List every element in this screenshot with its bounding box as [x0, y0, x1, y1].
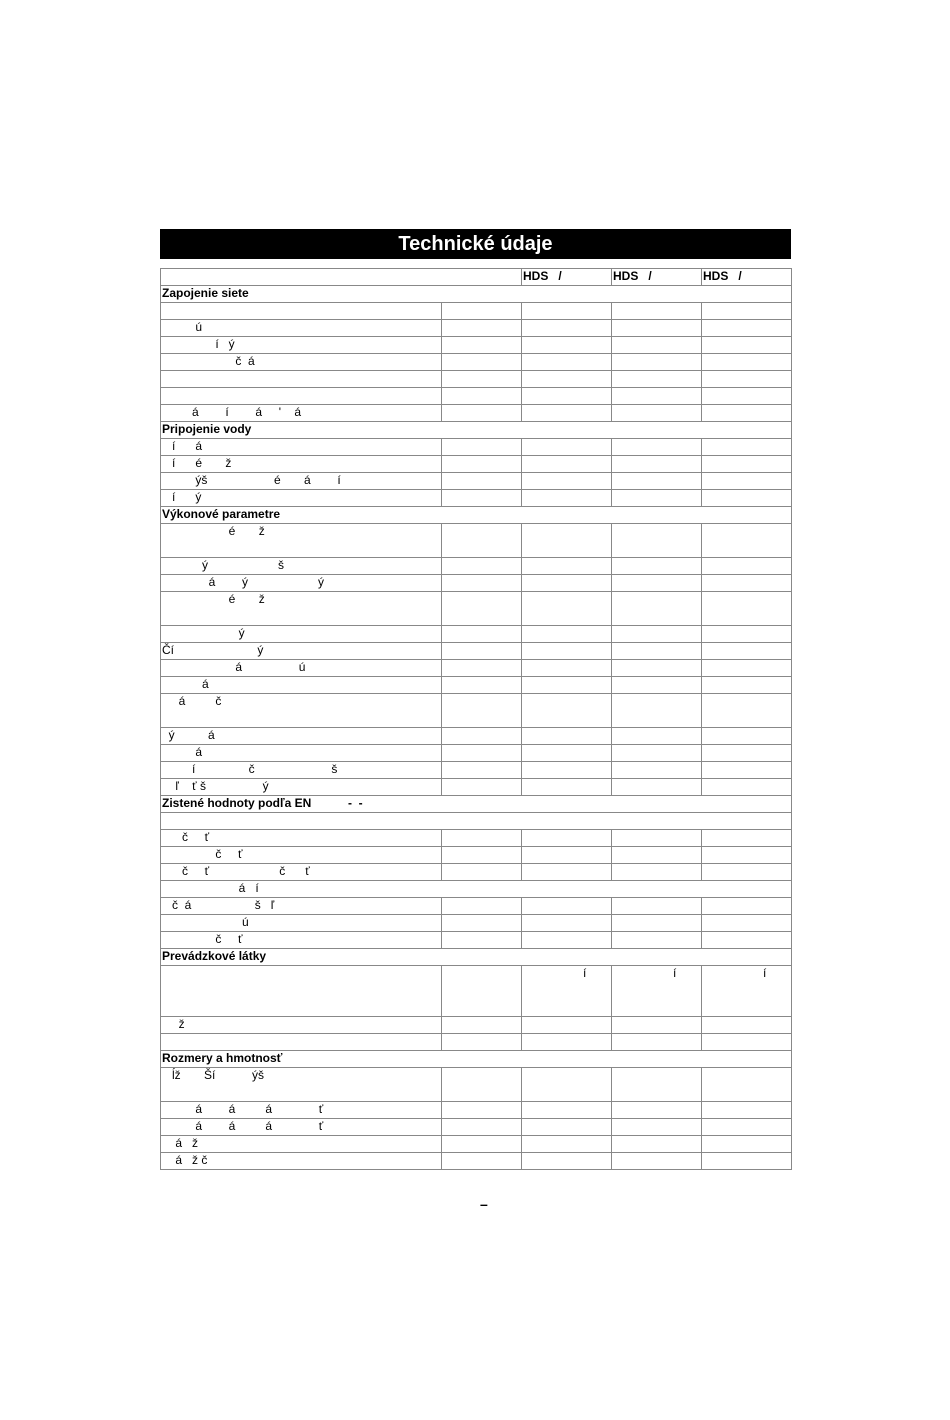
row-label: í ý [161, 490, 442, 507]
table-row [161, 694, 792, 728]
value-cell [612, 575, 702, 592]
value-cell [522, 388, 612, 405]
value-cell [612, 303, 702, 320]
table-row [161, 558, 792, 575]
table-row [161, 456, 792, 473]
table-row [161, 1153, 792, 1170]
value-cell [612, 1017, 702, 1034]
value-cell [702, 677, 792, 694]
model-header-3: HDS / [702, 269, 792, 286]
value-cell [612, 915, 702, 932]
table-row [161, 966, 792, 1017]
unit-cell [442, 830, 522, 847]
unit-cell [442, 490, 522, 507]
model-header-2: HDS / [612, 269, 702, 286]
value-cell [702, 762, 792, 779]
value-cell [522, 643, 612, 660]
row-label: á í á ' á [161, 405, 442, 422]
table-row [161, 745, 792, 762]
value-cell [702, 490, 792, 507]
value-cell [522, 915, 612, 932]
row-label: ú [161, 915, 442, 932]
value-cell [522, 439, 612, 456]
unit-cell [442, 337, 522, 354]
row-label [161, 371, 442, 388]
row-label: ý š [161, 558, 442, 575]
unit-cell [442, 405, 522, 422]
value-cell [702, 473, 792, 490]
value-cell [612, 524, 702, 558]
unit-cell [442, 915, 522, 932]
section-row [161, 422, 792, 439]
value-cell: í [522, 966, 612, 1017]
value-cell [522, 1017, 612, 1034]
value-cell [612, 728, 702, 745]
value-cell [702, 592, 792, 626]
unit-cell [442, 320, 522, 337]
row-label: č á š ľ [161, 898, 442, 915]
value-cell [612, 864, 702, 881]
value-cell [612, 660, 702, 677]
value-cell [612, 405, 702, 422]
table-row [161, 439, 792, 456]
table-row [161, 1068, 792, 1102]
value-cell [612, 337, 702, 354]
row-label: í č š [161, 762, 442, 779]
row-label: á ú [161, 660, 442, 677]
section-heading: Výkonové parametre [161, 507, 792, 524]
row-label: á ž [161, 1136, 442, 1153]
value-cell [702, 303, 792, 320]
table-row [161, 337, 792, 354]
table-row [161, 643, 792, 660]
table-row [161, 660, 792, 677]
value-cell: í [612, 966, 702, 1017]
unit-cell [442, 1034, 522, 1051]
value-cell [522, 371, 612, 388]
table-row [161, 779, 792, 796]
section-row [161, 1051, 792, 1068]
row-label: é ž [161, 524, 442, 558]
value-cell [702, 847, 792, 864]
value-cell [522, 728, 612, 745]
value-cell [522, 354, 612, 371]
table-row [161, 1034, 792, 1051]
value-cell [612, 762, 702, 779]
table-row [161, 881, 792, 898]
value-cell [612, 1034, 702, 1051]
table-row [161, 575, 792, 592]
row-label: í ý [161, 337, 442, 354]
row-label: ú [161, 320, 442, 337]
value-cell [612, 626, 702, 643]
value-cell [702, 1153, 792, 1170]
value-cell: í [702, 966, 792, 1017]
value-cell [702, 524, 792, 558]
value-cell [612, 1136, 702, 1153]
value-cell [612, 439, 702, 456]
value-cell [702, 932, 792, 949]
value-cell [522, 660, 612, 677]
row-label: č ť [161, 847, 442, 864]
table-row [161, 388, 792, 405]
unit-cell [442, 779, 522, 796]
row-label: í á [161, 439, 442, 456]
value-cell [522, 779, 612, 796]
value-cell [612, 779, 702, 796]
value-cell [612, 320, 702, 337]
row-label: ž [161, 1017, 442, 1034]
row-label [161, 303, 442, 320]
unit-cell [442, 456, 522, 473]
table-row [161, 847, 792, 864]
spanning-cell [161, 813, 792, 830]
value-cell [702, 456, 792, 473]
table-row [161, 354, 792, 371]
value-cell [522, 745, 612, 762]
row-label: č ť č ť [161, 864, 442, 881]
table-row [161, 813, 792, 830]
header-label-cell [161, 269, 522, 286]
table-row [161, 932, 792, 949]
value-cell [612, 1119, 702, 1136]
value-cell [612, 592, 702, 626]
spanning-cell: á í [161, 881, 792, 898]
value-cell [522, 694, 612, 728]
row-label: ý [161, 626, 442, 643]
value-cell [522, 898, 612, 915]
value-cell [702, 1119, 792, 1136]
unit-cell [442, 643, 522, 660]
row-label: ľ ť š ý [161, 779, 442, 796]
value-cell [702, 405, 792, 422]
unit-cell [442, 966, 522, 1017]
table-row [161, 728, 792, 745]
table-row [161, 303, 792, 320]
value-cell [522, 677, 612, 694]
table-row [161, 1017, 792, 1034]
value-cell [702, 728, 792, 745]
unit-cell [442, 847, 522, 864]
unit-cell [442, 626, 522, 643]
unit-cell [442, 932, 522, 949]
value-cell [522, 473, 612, 490]
row-label: á [161, 745, 442, 762]
row-label: Čí ý [161, 643, 442, 660]
unit-cell [442, 1102, 522, 1119]
unit-cell [442, 592, 522, 626]
value-cell [522, 524, 612, 558]
row-label [161, 966, 442, 1017]
value-cell [612, 354, 702, 371]
table-row [161, 864, 792, 881]
value-cell [612, 643, 702, 660]
section-row [161, 286, 792, 303]
table-row [161, 524, 792, 558]
value-cell [522, 303, 612, 320]
value-cell [522, 490, 612, 507]
value-cell [702, 864, 792, 881]
value-cell [702, 337, 792, 354]
value-cell [522, 405, 612, 422]
value-cell [702, 575, 792, 592]
unit-cell [442, 677, 522, 694]
value-cell [702, 626, 792, 643]
unit-cell [442, 1136, 522, 1153]
unit-cell [442, 473, 522, 490]
value-cell [522, 864, 612, 881]
model-header-1: HDS / [522, 269, 612, 286]
value-cell [612, 388, 702, 405]
value-cell [612, 473, 702, 490]
row-label [161, 1034, 442, 1051]
value-cell [702, 1136, 792, 1153]
value-cell [522, 558, 612, 575]
value-cell [522, 320, 612, 337]
value-cell [522, 592, 612, 626]
value-cell [612, 371, 702, 388]
row-label: č ť [161, 830, 442, 847]
table-row [161, 677, 792, 694]
table-header-row [161, 269, 792, 286]
table-row [161, 898, 792, 915]
value-cell [702, 643, 792, 660]
value-cell [612, 847, 702, 864]
unit-cell [442, 371, 522, 388]
value-cell [612, 694, 702, 728]
value-cell [702, 354, 792, 371]
row-label: ĺž Ší ýš [161, 1068, 442, 1102]
table-row [161, 490, 792, 507]
row-label [161, 388, 442, 405]
row-label: á ý ý [161, 575, 442, 592]
value-cell [522, 456, 612, 473]
row-label: á [161, 677, 442, 694]
table-row [161, 405, 792, 422]
specs-table [160, 268, 792, 1170]
value-cell [612, 558, 702, 575]
value-cell [522, 1153, 612, 1170]
table-row [161, 1102, 792, 1119]
row-label: č ť [161, 932, 442, 949]
value-cell [702, 1068, 792, 1102]
section-heading: Prevádzkové látky [161, 949, 792, 966]
value-cell [522, 830, 612, 847]
value-cell [702, 660, 792, 677]
value-cell [522, 762, 612, 779]
unit-cell [442, 694, 522, 728]
value-cell [522, 1102, 612, 1119]
value-cell [612, 932, 702, 949]
row-label: á á á ť [161, 1102, 442, 1119]
unit-cell [442, 1017, 522, 1034]
value-cell [522, 575, 612, 592]
value-cell [612, 898, 702, 915]
section-row [161, 949, 792, 966]
value-cell [612, 490, 702, 507]
section-heading: Zistené hodnoty podľa EN - - [161, 796, 792, 813]
section-row [161, 796, 792, 813]
unit-cell [442, 745, 522, 762]
value-cell [702, 745, 792, 762]
value-cell [612, 1102, 702, 1119]
value-cell [702, 558, 792, 575]
value-cell [702, 371, 792, 388]
value-cell [702, 779, 792, 796]
unit-cell [442, 354, 522, 371]
section-heading: Zapojenie siete [161, 286, 792, 303]
unit-cell [442, 762, 522, 779]
table-row [161, 762, 792, 779]
value-cell [702, 439, 792, 456]
table-row [161, 592, 792, 626]
table-row [161, 1119, 792, 1136]
row-label: á á á ť [161, 1119, 442, 1136]
unit-cell [442, 439, 522, 456]
row-label: í é ž [161, 456, 442, 473]
row-label: č á [161, 354, 442, 371]
table-row [161, 915, 792, 932]
table-row [161, 626, 792, 643]
unit-cell [442, 1119, 522, 1136]
table-row [161, 371, 792, 388]
section-heading: Pripojenie vody [161, 422, 792, 439]
value-cell [702, 320, 792, 337]
value-cell [702, 388, 792, 405]
unit-cell [442, 558, 522, 575]
unit-cell [442, 660, 522, 677]
value-cell [612, 830, 702, 847]
value-cell [522, 337, 612, 354]
unit-cell [442, 898, 522, 915]
value-cell [702, 915, 792, 932]
value-cell [612, 745, 702, 762]
value-cell [702, 1102, 792, 1119]
unit-cell [442, 388, 522, 405]
value-cell [522, 847, 612, 864]
row-label: é ž [161, 592, 442, 626]
value-cell [612, 677, 702, 694]
value-cell [522, 626, 612, 643]
section-row [161, 507, 792, 524]
value-cell [522, 1034, 612, 1051]
row-label: ýš é á í [161, 473, 442, 490]
unit-cell [442, 728, 522, 745]
value-cell [612, 1068, 702, 1102]
page-footer: – [480, 1196, 488, 1212]
table-row [161, 1136, 792, 1153]
value-cell [522, 1136, 612, 1153]
unit-cell [442, 864, 522, 881]
table-row [161, 320, 792, 337]
value-cell [702, 830, 792, 847]
value-cell [612, 1153, 702, 1170]
unit-cell [442, 575, 522, 592]
table-row [161, 830, 792, 847]
row-label: ý á [161, 728, 442, 745]
row-label: á ž č [161, 1153, 442, 1170]
value-cell [702, 1017, 792, 1034]
row-label: á č [161, 694, 442, 728]
page-title: Technické údaje [160, 229, 791, 259]
value-cell [702, 694, 792, 728]
unit-cell [442, 303, 522, 320]
table-row [161, 473, 792, 490]
value-cell [612, 456, 702, 473]
value-cell [702, 1034, 792, 1051]
unit-cell [442, 524, 522, 558]
value-cell [702, 898, 792, 915]
value-cell [522, 932, 612, 949]
unit-cell [442, 1153, 522, 1170]
section-heading: Rozmery a hmotnosť [161, 1051, 792, 1068]
unit-cell [442, 1068, 522, 1102]
value-cell [522, 1068, 612, 1102]
value-cell [522, 1119, 612, 1136]
